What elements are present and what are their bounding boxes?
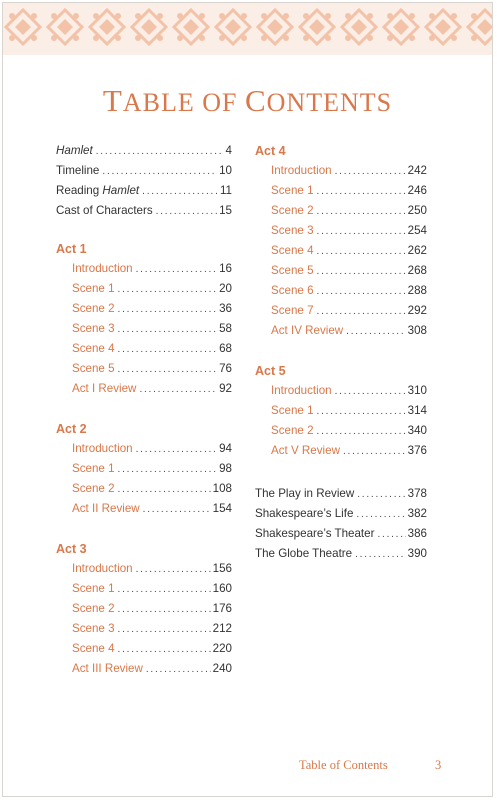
- leader-dots: [118, 480, 211, 500]
- toc-entry-label: Scene 1: [72, 282, 115, 295]
- leader-dots: [118, 300, 218, 320]
- toc-entry-label: Scene 1: [72, 462, 115, 475]
- toc-entry-page: 92: [219, 382, 232, 395]
- toc-entry-page: 76: [219, 362, 232, 375]
- ornament-motif: [258, 10, 292, 44]
- toc-entry-page: 310: [407, 384, 427, 397]
- ornament-motif: [174, 10, 208, 44]
- leader-dots: [118, 580, 211, 600]
- toc-entry[interactable]: [56, 579, 232, 599]
- toc-entry-label: Act II Review: [72, 502, 140, 515]
- ornament-motif: [132, 10, 166, 44]
- running-head: Table of Contents: [299, 758, 388, 772]
- toc-entry[interactable]: [56, 659, 232, 679]
- toc-entry-label: Scene 5: [72, 362, 115, 375]
- toc-entry-page: 98: [219, 462, 232, 475]
- toc-entry-page: 156: [212, 562, 232, 575]
- toc-entry[interactable]: [255, 281, 427, 301]
- leader-dots: [377, 525, 405, 545]
- toc-entry-page: 254: [407, 224, 427, 237]
- act5-entries: [255, 381, 427, 461]
- toc-entry-page: 36: [219, 302, 232, 315]
- toc-entry[interactable]: [56, 479, 232, 499]
- leader-dots: [346, 322, 405, 342]
- toc-entry-label: Scene 3: [72, 622, 115, 635]
- toc-entry[interactable]: [255, 321, 427, 341]
- leader-dots: [317, 422, 406, 442]
- leader-dots: [143, 500, 211, 520]
- act4-entries: [255, 161, 427, 341]
- toc-entry-page: 340: [407, 424, 427, 437]
- page-number: 3: [435, 758, 442, 772]
- act-heading: Act 5: [255, 364, 286, 378]
- toc-entry-page: 68: [219, 342, 232, 355]
- ornament-motif: [48, 10, 82, 44]
- toc-entry[interactable]: [255, 544, 427, 564]
- act-heading: Act 1: [56, 242, 87, 256]
- toc-entry[interactable]: [56, 299, 232, 319]
- toc-entry[interactable]: [255, 421, 427, 441]
- toc-entry-label: Scene 2: [72, 302, 115, 315]
- leader-dots: [357, 485, 405, 505]
- toc-entry-page: 268: [407, 264, 427, 277]
- leader-dots: [146, 660, 211, 680]
- toc-entry-page: 246: [407, 184, 427, 197]
- toc-entry-page: 176: [212, 602, 232, 615]
- toc-entry-label: The Play in Review: [255, 487, 355, 500]
- toc-entry[interactable]: [56, 359, 232, 379]
- toc-entry-page: 154: [212, 502, 232, 515]
- leader-dots: [118, 460, 218, 480]
- toc-entry[interactable]: [255, 301, 427, 321]
- act-heading: Act 2: [56, 422, 87, 436]
- toc-entry-page: 94: [219, 442, 232, 455]
- toc-entry-label: Act IV Review: [271, 324, 344, 337]
- leader-dots: [335, 162, 406, 182]
- leader-dots: [142, 182, 218, 202]
- toc-entry[interactable]: [255, 504, 427, 524]
- toc-entry[interactable]: [56, 639, 232, 659]
- toc-entry[interactable]: [255, 484, 427, 504]
- toc-entry[interactable]: [255, 524, 427, 544]
- toc-entry[interactable]: [56, 339, 232, 359]
- leader-dots: [118, 340, 218, 360]
- toc-entry-page: 58: [219, 322, 232, 335]
- toc-entry[interactable]: [255, 221, 427, 241]
- ornament-motif: [6, 10, 40, 44]
- ornament-motif: [468, 10, 492, 44]
- toc-entry-label: Introduction: [271, 164, 332, 177]
- leader-dots: [355, 545, 406, 565]
- toc-entry[interactable]: [56, 459, 232, 479]
- back-matter-entries: [255, 484, 427, 564]
- toc-entry-page: 390: [407, 547, 427, 560]
- toc-entry-label: The Globe Theatre: [255, 547, 353, 560]
- toc-entry-label: Scene 3: [72, 322, 115, 335]
- leader-dots: [156, 202, 217, 222]
- leader-dots: [317, 302, 406, 322]
- toc-entry-page: 242: [407, 164, 427, 177]
- toc-entry-label: Shakespeare’s Life: [255, 507, 354, 520]
- act2-entries: [56, 439, 232, 519]
- toc-entry[interactable]: [56, 319, 232, 339]
- toc-entry-page: 262: [407, 244, 427, 257]
- toc-entry[interactable]: Reading Hamlet . . . 11: [56, 181, 232, 201]
- leader-dots: [317, 402, 406, 422]
- ornament-pattern: [3, 3, 492, 55]
- toc-entry[interactable]: [255, 261, 427, 281]
- toc-entry-page: 378: [407, 487, 427, 500]
- toc-entry-label: Scene 2: [72, 482, 115, 495]
- ornament-motif: [426, 10, 460, 44]
- ornament-motif: [90, 10, 124, 44]
- toc-entry[interactable]: [56, 619, 232, 639]
- leader-dots: [118, 620, 211, 640]
- leader-dots: [317, 202, 406, 222]
- toc-entry[interactable]: [56, 259, 232, 279]
- toc-entry-page: 314: [407, 404, 427, 417]
- toc-left-column: [56, 141, 232, 679]
- toc-entry-page: 240: [212, 662, 232, 675]
- toc-entry-label: Scene 4: [271, 244, 314, 257]
- leader-dots: [136, 560, 211, 580]
- toc-entry-page: 288: [407, 284, 427, 297]
- leader-dots: [136, 260, 218, 280]
- leader-dots: [136, 440, 218, 460]
- leader-dots: [139, 380, 217, 400]
- toc-entry-label: Act V Review: [271, 444, 340, 457]
- toc-entry-label: Scene 3: [271, 224, 314, 237]
- toc-entry-label: Introduction: [72, 442, 133, 455]
- toc-entry-label: Scene 2: [72, 602, 115, 615]
- leader-dots: [317, 222, 406, 242]
- toc-entry-label: Scene 5: [271, 264, 314, 277]
- toc-entry-label: Shakespeare’s Theater: [255, 527, 375, 540]
- ornament-motif: [216, 10, 250, 44]
- toc-entry[interactable]: [56, 279, 232, 299]
- toc-entry-label: Scene 1: [271, 184, 314, 197]
- leader-dots: [102, 162, 217, 182]
- toc-entry-label: Act III Review: [72, 662, 143, 675]
- toc-entry[interactable]: [255, 381, 427, 401]
- ornament-motif: [300, 10, 334, 44]
- toc-entry-page: 108: [212, 482, 232, 495]
- leader-dots: [118, 640, 211, 660]
- toc-entry-page: 160: [212, 582, 232, 595]
- toc-entry-label: Introduction: [271, 384, 332, 397]
- toc-entry-page: 250: [407, 204, 427, 217]
- toc-entry[interactable]: Cast of Characters . . . 15: [56, 201, 232, 221]
- toc-entry-page: 220: [212, 642, 232, 655]
- leader-dots: [96, 142, 224, 162]
- leader-dots: [335, 382, 406, 402]
- toc-entry-label: Scene 2: [271, 204, 314, 217]
- toc-entry[interactable]: [56, 439, 232, 459]
- toc-entry[interactable]: [56, 379, 232, 399]
- toc-entry-page: 292: [407, 304, 427, 317]
- toc-entry-label: Scene 4: [72, 642, 115, 655]
- book-page: [2, 2, 493, 797]
- toc-entry[interactable]: [255, 401, 427, 421]
- toc-entry-label: Introduction: [72, 262, 133, 275]
- toc-entry-label: Scene 2: [271, 424, 314, 437]
- leader-dots: [317, 262, 406, 282]
- ornament-motif: [342, 10, 376, 44]
- leader-dots: [118, 320, 218, 340]
- toc-entry-page: 20: [219, 282, 232, 295]
- toc-entry[interactable]: [56, 559, 232, 579]
- toc-right-column: [255, 141, 427, 564]
- toc-entry-page: 386: [407, 527, 427, 540]
- toc-entry[interactable]: [255, 201, 427, 221]
- decorative-border: [3, 3, 492, 55]
- leader-dots: [118, 360, 218, 380]
- toc-entry[interactable]: [255, 241, 427, 261]
- leader-dots: [317, 182, 406, 202]
- toc-entry-label: Introduction: [72, 562, 133, 575]
- toc-entry[interactable]: [255, 161, 427, 181]
- leader-dots: [356, 505, 405, 525]
- act3-entries: [56, 559, 232, 679]
- toc-entry-label: Scene 6: [271, 284, 314, 297]
- toc-entry[interactable]: Timeline . . . 10: [56, 161, 232, 181]
- toc-entry-label: Scene 4: [72, 342, 115, 355]
- toc-entry[interactable]: [56, 599, 232, 619]
- toc-entry-label: Scene 1: [72, 582, 115, 595]
- toc-entry-label: Scene 1: [271, 404, 314, 417]
- page-title: TABLE OF CONTENTS: [102, 83, 393, 118]
- leader-dots: [317, 282, 406, 302]
- act1-entries: [56, 259, 232, 399]
- toc-entry-page: 308: [407, 324, 427, 337]
- leader-dots: [118, 600, 211, 620]
- act-heading: Act 3: [56, 542, 87, 556]
- ornament-motif: [384, 10, 418, 44]
- toc-entry-page: 16: [219, 262, 232, 275]
- toc-entry-page: 376: [407, 444, 427, 457]
- toc-entry-page: 382: [407, 507, 427, 520]
- toc-entry[interactable]: [255, 181, 427, 201]
- leader-dots: [343, 442, 406, 462]
- toc-entry[interactable]: [255, 441, 427, 461]
- toc-entry-label: Act I Review: [72, 382, 137, 395]
- toc-entry-label: Scene 7: [271, 304, 314, 317]
- toc-entry[interactable]: [56, 499, 232, 519]
- leader-dots: [317, 242, 406, 262]
- leader-dots: [118, 280, 218, 300]
- act-heading: Act 4: [255, 144, 286, 158]
- toc-entry-page: 212: [212, 622, 232, 635]
- toc-entry[interactable]: Hamlet . . . 4: [56, 141, 232, 161]
